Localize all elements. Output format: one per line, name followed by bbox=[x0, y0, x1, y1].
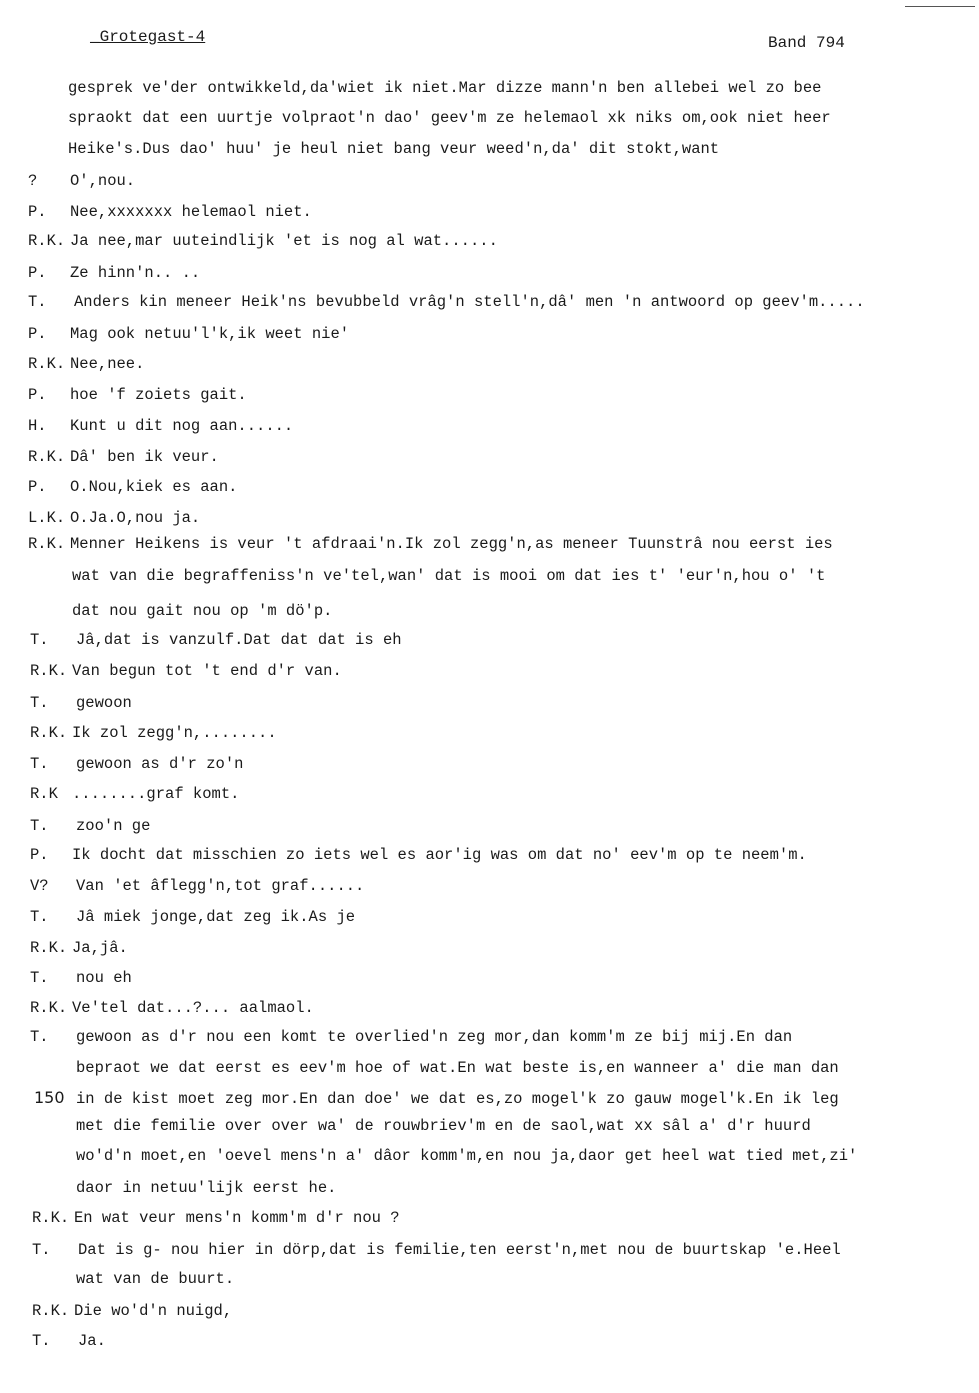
speaker-label: T. bbox=[30, 1028, 49, 1046]
speaker-label: R.K. bbox=[32, 1209, 70, 1227]
speaker-label: H. bbox=[28, 417, 47, 435]
speaker-label: R.K bbox=[30, 785, 58, 803]
utterance-text: Anders kin meneer Heik'ns bevubbeld vrâg'n stell'n,dâ' men 'n antwoord op geev'm..... bbox=[74, 293, 865, 311]
utterance-text: zoo'n ge bbox=[76, 817, 151, 835]
utterance-text: Jâ,dat is vanzulf.Dat dat dat is eh bbox=[76, 631, 402, 649]
utterance-text: Ja,jâ. bbox=[72, 939, 128, 957]
utterance-text: gesprek ve'der ontwikkeld,da'wiet ik niet.Mar dizze mann'n ben allebei wel zo bee bbox=[68, 79, 822, 97]
utterance-text: wat van die begraffeniss'n ve'tel,wan' dat is mooi om dat ies t' 'eur'n,hou o' 't bbox=[72, 567, 826, 585]
utterance-text: Heike's.Dus dao' huu' je heul niet bang veur weed'n,da' dit stokt,want bbox=[68, 140, 720, 158]
utterance-text: bepraot we dat eerst es eev'm hoe of wat.En wat beste is,en wanneer a' die man dan bbox=[76, 1059, 839, 1077]
utterance-text: Menner Heikens is veur 't afdraai'n.Ik zol zegg'n,as meneer Tuunstrâ nou eerst ies bbox=[70, 535, 833, 553]
speaker-label: V? bbox=[30, 877, 49, 895]
margin-line-number: 150 bbox=[34, 1088, 65, 1107]
utterance-text: gewoon as d'r zo'n bbox=[76, 755, 244, 773]
speaker-label: R.K. bbox=[32, 1302, 70, 1320]
speaker-label: T. bbox=[30, 631, 49, 649]
utterance-text: spraokt dat een uurtje volpraot'n dao' geev'm ze helemaol xk niks om,ook niet heer bbox=[68, 109, 831, 127]
utterance-text: nou eh bbox=[76, 969, 132, 987]
top-right-rule bbox=[905, 6, 975, 7]
utterance-text: Dat is g- nou hier in dörp,dat is femilie,ten eerst'n,met nou de buurtskap 'e.Heel bbox=[78, 1241, 841, 1259]
utterance-text: wo'd'n moet,en 'oevel mens'n a' dâor komm'm,en nou ja,daor get heel wat tied met,zi' bbox=[76, 1147, 858, 1165]
utterance-text: Jâ miek jonge,dat zeg ik.As je bbox=[76, 908, 356, 926]
utterance-text: Ve'tel dat...?... aalmaol. bbox=[72, 999, 314, 1017]
speaker-label: P. bbox=[28, 203, 47, 221]
speaker-label: R.K. bbox=[28, 535, 66, 553]
utterance-text: Van 'et âflegg'n,tot graf...... bbox=[76, 877, 365, 895]
speaker-label: T. bbox=[32, 1332, 51, 1350]
speaker-label: T. bbox=[30, 969, 49, 987]
speaker-label: R.K. bbox=[30, 939, 68, 957]
header-title: _Grotegast-4 bbox=[90, 28, 206, 46]
utterance-text: daor in netuu'lijk eerst he. bbox=[76, 1179, 337, 1197]
header-band-number: Band 794 bbox=[768, 34, 845, 52]
speaker-label: P. bbox=[30, 846, 49, 864]
speaker-label: P. bbox=[28, 478, 47, 496]
utterance-text: Ik docht dat misschien zo iets wel es aor'ig was om dat no' eev'm op te neem'm. bbox=[72, 846, 807, 864]
speaker-label: T. bbox=[30, 817, 49, 835]
utterance-text: Die wo'd'n nuigd, bbox=[74, 1302, 233, 1320]
utterance-text: Nee,xxxxxxx helemaol niet. bbox=[70, 203, 312, 221]
utterance-text: wat van de buurt. bbox=[76, 1270, 235, 1288]
speaker-label: T. bbox=[30, 694, 49, 712]
speaker-label: R.K. bbox=[28, 355, 66, 373]
utterance-text: Ik zol zegg'n,........ bbox=[72, 724, 277, 742]
speaker-label: R.K. bbox=[28, 448, 66, 466]
utterance-text: Nee,nee. bbox=[70, 355, 145, 373]
speaker-label: T. bbox=[32, 1241, 51, 1259]
utterance-text: in de kist moet zeg mor.En dan doe' we dat es,zo mogel'k zo gauw mogel'k.En ik leg bbox=[76, 1090, 839, 1108]
utterance-text: gewoon as d'r nou een komt te overlied'n zeg mor,dan komm'm ze bij mij.En dan bbox=[76, 1028, 793, 1046]
speaker-label: P. bbox=[28, 386, 47, 404]
utterance-text: gewoon bbox=[76, 694, 132, 712]
speaker-label: R.K. bbox=[30, 999, 68, 1017]
utterance-text: Mag ook netuu'l'k,ik weet nie' bbox=[70, 325, 350, 343]
utterance-text: met die femilie over over wa' de rouwbriev'm en de saol,wat xx sâl a' d'r huurd bbox=[76, 1117, 811, 1135]
speaker-label: P. bbox=[28, 325, 47, 343]
speaker-label: R.K. bbox=[30, 662, 68, 680]
speaker-label: R.K. bbox=[28, 232, 66, 250]
utterance-text: O',nou. bbox=[70, 172, 136, 190]
utterance-text: dat nou gait nou op 'm dö'p. bbox=[72, 602, 333, 620]
utterance-text: Dâ' ben ik veur. bbox=[70, 448, 219, 466]
utterance-text: Ze hinn'n.. .. bbox=[70, 264, 201, 282]
speaker-label: T. bbox=[30, 755, 49, 773]
speaker-label: L.K. bbox=[28, 509, 66, 527]
utterance-text: ........graf komt. bbox=[72, 785, 240, 803]
speaker-label: P. bbox=[28, 264, 47, 282]
utterance-text: Van begun tot 't end d'r van. bbox=[72, 662, 342, 680]
speaker-label: ? bbox=[28, 172, 38, 190]
utterance-text: O.Nou,kiek es aan. bbox=[70, 478, 238, 496]
speaker-label: T. bbox=[30, 908, 49, 926]
utterance-text: Ja. bbox=[78, 1332, 106, 1350]
utterance-text: O.Ja.O,nou ja. bbox=[70, 509, 201, 527]
utterance-text: En wat veur mens'n komm'm d'r nou ? bbox=[74, 1209, 400, 1227]
speaker-label: R.K. bbox=[30, 724, 68, 742]
speaker-label: T. bbox=[28, 293, 47, 311]
utterance-text: Ja nee,mar uuteindlijk 'et is nog al wat...... bbox=[70, 232, 498, 250]
utterance-text: hoe 'f zoiets gait. bbox=[70, 386, 247, 404]
utterance-text: Kunt u dit nog aan...... bbox=[70, 417, 294, 435]
